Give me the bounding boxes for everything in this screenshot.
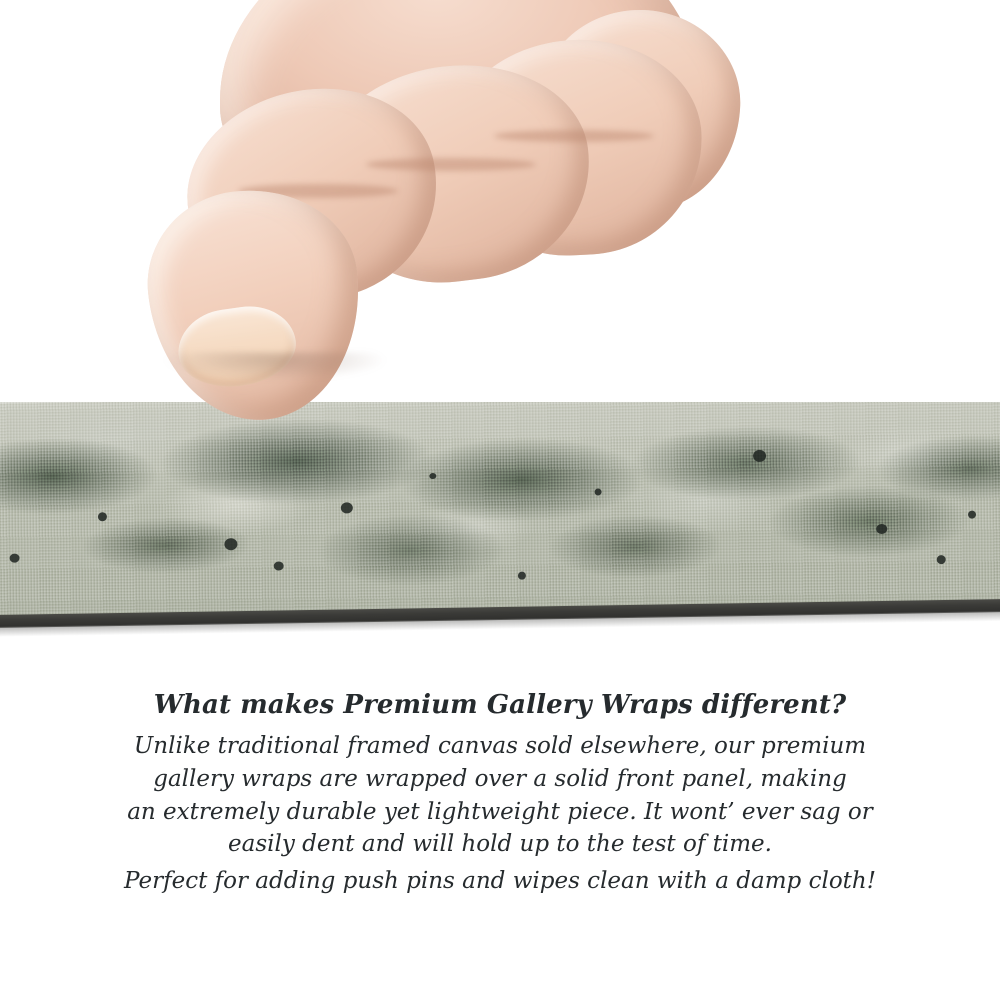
caption-body [0,730,1000,897]
caption-line: easily dent and will hold up to the test of time. [228,831,772,858]
canvas-speck [429,473,436,479]
canvas-speck [98,512,107,521]
canvas-speck [10,554,20,563]
canvas-speck [595,488,602,495]
caption-line: gallery wraps are wrapped over a solid front panel, making [153,765,847,792]
canvas-speck [937,555,946,564]
caption-heading: What makes Premium Gallery Wraps different? [153,690,847,720]
caption-line: Unlike traditional framed canvas sold elsewhere, our premium [133,733,867,760]
hand-contact-shadow [165,352,385,380]
caption-final-line: Perfect for adding push pins and wipes clean with a damp cloth! [124,867,876,894]
canvas-speck [968,511,976,519]
caption-block [0,690,1000,897]
finger-crease [494,130,654,142]
hand-illustration [70,0,710,440]
finger-crease [366,158,536,171]
canvas-speck [518,572,526,580]
caption-line: an extremely durable yet lightweight piece. It wont’ ever sag or [127,798,873,825]
